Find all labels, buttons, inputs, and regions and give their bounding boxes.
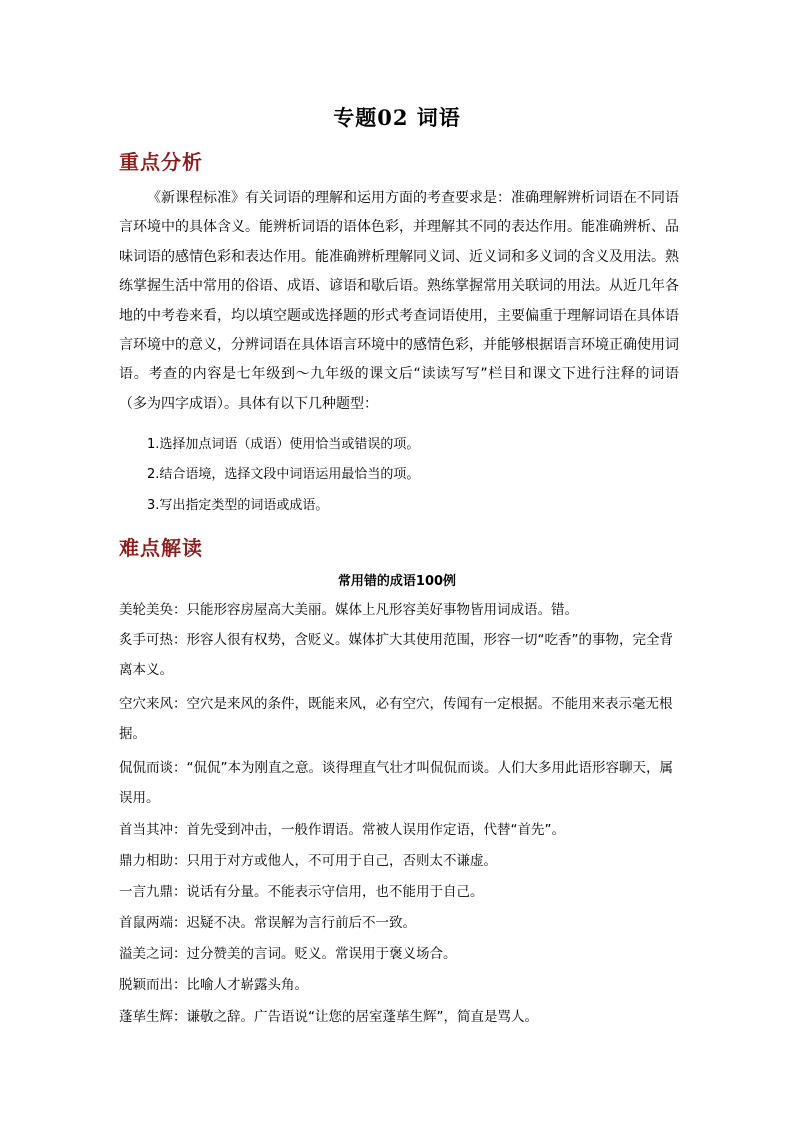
idiom-entry: 空穴来风：空穴是来风的条件，既能来风，必有空穴，传闻有一定根据。不能用来表示毫无根据。: [119, 696, 673, 742]
idiom-entry: 蓬荜生辉：谦敬之辞。广告语说“让您的居室蓬荜生辉”，简直是骂人。: [119, 1009, 538, 1025]
question-type-item: 3.写出指定类型的词语或成语。: [147, 498, 329, 513]
idiom-entry: 首鼠两端：迟疑不决。常误解为言行前后不一致。: [119, 915, 416, 931]
idiom-entry: 一言九鼎：说话有分量。不能表示守信用，也不能用于自己。: [119, 884, 484, 900]
idiom-entry: 美轮美奂：只能形容房屋高大美丽。媒体上凡形容美好事物皆用词成语。错。: [119, 602, 578, 618]
section-heading-analysis: 重点分析: [119, 150, 203, 174]
idiom-entry: 侃侃而谈：“侃侃”本为刚直之意。谈得理直气壮才叫侃侃而谈。人们大多用此语形容聊天，属误用。: [119, 760, 673, 806]
idiom-entry: 脱颖而出：比喻人才崭露头角。: [119, 977, 308, 993]
idioms-list-title: 常用错的成语100例: [337, 574, 457, 589]
idiom-entry: 鼎力相助：只用于对方或他人，不可用于自己，否则太不谦虚。: [119, 853, 497, 869]
question-type-item: 2.结合语境，选择文段中词语运用最恰当的项。: [147, 467, 420, 482]
section-heading-difficulty: 难点解读: [119, 536, 203, 560]
page-title: 专题02 词语: [333, 105, 461, 130]
analysis-paragraph: 《新课程标准》有关词语的理解和运用方面的考查要求是：准确理解辨析词语在不同语言环境中的具体含义。能辨析词语的语体色彩，并理解其不同的表达作用。能准确辨析、品味词语的感情色彩和表达作用。能准确辨析理解同义词、近义词和多义词的含义及用法。熟练掌握生活中常用的俗语、成语、谚语和歇后语。熟练掌握常用关联词的用法。从近几年各地的中考卷来看，均以填空题或选择题的形式考查词语使用，主要偏重于理解词语在具体语言环境中的意义，分辨词语在具体语言环境中的感情色彩，并能够根据语言环境正确使用词语。考查的内容是七年级到～九年级的课文后“读读写写”栏目和课文下进行注释的词语（多为四字成语）。具体有以下几种题型：: [119, 190, 679, 412]
idiom-entry: 溢美之词：过分赞美的言词。贬义。常误用于褒义场合。: [119, 946, 457, 962]
idiom-entry: 首当其冲：首先受到冲击，一般作谓语。常被人误用作定语，代替“首先”。: [119, 822, 565, 838]
question-type-item: 1.选择加点词语（成语）使用恰当或错误的项。: [147, 437, 420, 452]
idiom-entry: 炙手可热：形容人很有权势，含贬义。媒体扩大其使用范围，形容一切“吃香”的事物，完全背离本义。: [119, 632, 673, 678]
